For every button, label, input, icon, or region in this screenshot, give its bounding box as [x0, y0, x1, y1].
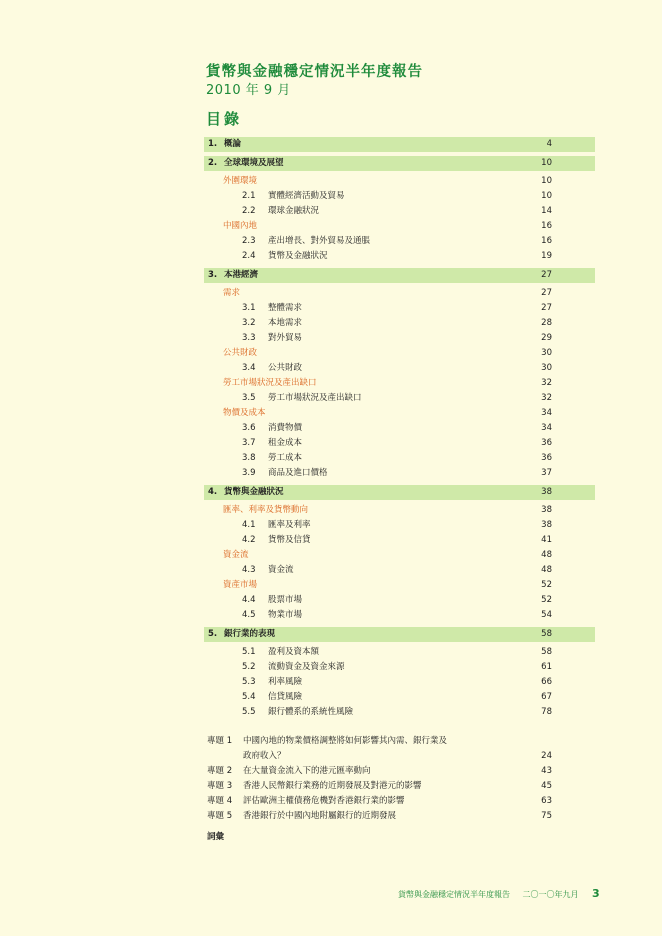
toc-entry-label: 銀行業的表現 — [224, 629, 276, 639]
toc-subsection[interactable] — [204, 645, 595, 660]
toc-section[interactable] — [204, 548, 595, 563]
toc-entry-number: 3.6 — [242, 423, 256, 433]
toc-entry-label: 本地需求 — [268, 318, 303, 328]
footer-date: 二〇一〇年九月 — [522, 890, 579, 899]
toc-entry-label: 對外貿易 — [268, 333, 303, 343]
toc-entry-label: 本港經濟 — [224, 270, 259, 280]
toc-entry-label: 匯率、利率及貨幣動向 — [223, 505, 309, 515]
toc-box-item[interactable] — [204, 779, 595, 794]
toc-section[interactable] — [204, 503, 595, 518]
toc-entry-number: 2.4 — [242, 251, 256, 261]
toc-section[interactable] — [204, 286, 595, 301]
toc-entry-number: 4.1 — [242, 520, 256, 530]
toc-subsection[interactable] — [204, 660, 595, 675]
toc-section[interactable] — [204, 174, 595, 189]
toc-entry-page: 58 — [541, 629, 552, 639]
toc-chapter[interactable] — [204, 485, 595, 500]
toc-entry-page: 27 — [541, 288, 552, 298]
page-footer — [398, 887, 600, 900]
page-number: 3 — [592, 887, 600, 900]
toc-entry-number: 2.3 — [242, 236, 256, 246]
toc-entry-page: 34 — [541, 423, 552, 433]
toc-subsection[interactable] — [204, 189, 595, 204]
toc-entry-page: 52 — [541, 595, 552, 605]
toc-entry-page: 32 — [541, 378, 552, 388]
toc-entry-page: 48 — [541, 565, 552, 575]
toc-entry-page: 30 — [541, 348, 552, 358]
toc-entry-number: 3.7 — [242, 438, 256, 448]
toc-entry-page: 10 — [541, 176, 552, 186]
footer-title: 貨幣與金融穩定情況半年度報告 — [398, 890, 510, 899]
toc-entry-label: 租金成本 — [268, 438, 303, 448]
toc-section[interactable] — [204, 376, 595, 391]
toc-section[interactable] — [204, 578, 595, 593]
toc-entry-label: 概論 — [224, 139, 242, 149]
toc-entry-label: 資金流 — [268, 565, 294, 575]
toc-entry-page: 24 — [541, 751, 552, 761]
toc-entry-label: 物價及成本 — [223, 408, 266, 418]
toc-entry-label: 商品及進口價格 — [268, 468, 328, 478]
report-date: 2010 年 9 月 — [206, 83, 291, 98]
toc-entry-page: 38 — [541, 520, 552, 530]
toc-entry-number: 3.9 — [242, 468, 256, 478]
toc-entry-label: 中國內地 — [223, 221, 258, 231]
toc-entry-page: 43 — [541, 766, 552, 776]
toc-entry-page: 38 — [541, 505, 552, 515]
toc-entry-page: 54 — [541, 610, 552, 620]
toc-entry-label: 勞工成本 — [268, 453, 303, 463]
toc-entry-label: 實體經濟活動及貿易 — [268, 191, 345, 201]
toc-box-item[interactable] — [204, 734, 595, 749]
toc-entry-number: 3.1 — [242, 303, 256, 313]
toc-entry-number: 專題 4 — [207, 796, 233, 806]
toc-entry-number: 5.5 — [242, 707, 256, 717]
toc-subsection[interactable] — [204, 301, 595, 316]
toc-entry-label: 環球金融狀況 — [268, 206, 320, 216]
toc-entry-number: 4. — [208, 487, 218, 497]
toc-subsection[interactable] — [204, 466, 595, 481]
toc-entry-page: 16 — [541, 236, 552, 246]
toc-entry-number: 專題 1 — [207, 736, 233, 746]
toc-entry-label: 信貸風險 — [268, 692, 303, 702]
toc-entry-page: 37 — [541, 468, 552, 478]
table-of-contents — [204, 137, 595, 845]
toc-subsection[interactable] — [204, 234, 595, 249]
toc-box-item[interactable] — [204, 764, 595, 779]
toc-entry-label: 產出增長、對外貿易及通脹 — [268, 236, 371, 246]
report-title: 貨幣與金融穩定情況半年度報告 — [206, 64, 423, 80]
toc-subsection[interactable] — [204, 705, 595, 720]
toc-entry-label: 股票市場 — [268, 595, 303, 605]
toc-entry-page: 34 — [541, 408, 552, 418]
toc-subsection[interactable] — [204, 593, 595, 608]
toc-subsection[interactable] — [204, 421, 595, 436]
toc-entry-label: 勞工市場狀況及產出缺口 — [223, 378, 317, 388]
toc-entry-label: 全球環境及展望 — [224, 158, 284, 168]
toc-subsection[interactable] — [204, 690, 595, 705]
toc-entry-page: 66 — [541, 677, 552, 687]
toc-entry-label: 詞彙 — [207, 832, 225, 842]
toc-entry-number: 5.3 — [242, 677, 256, 687]
toc-subsection[interactable] — [204, 675, 595, 690]
toc-subsection[interactable] — [204, 563, 595, 578]
toc-entry-page: 27 — [541, 270, 552, 280]
toc-entry-label: 整體需求 — [268, 303, 303, 313]
toc-entry-page: 67 — [541, 692, 552, 702]
toc-entry-number: 2.2 — [242, 206, 256, 216]
toc-entry-label: 中國內地的物業價格調整將如何影響其內需、銀行業及 — [243, 736, 448, 746]
toc-entry-page: 63 — [541, 796, 552, 806]
toc-section[interactable] — [204, 406, 595, 421]
toc-entry-page: 14 — [541, 206, 552, 216]
toc-entry-page: 41 — [541, 535, 552, 545]
toc-entry-number: 3.8 — [242, 453, 256, 463]
toc-subsection[interactable] — [204, 361, 595, 376]
toc-entry-label: 勞工市場狀況及產出缺口 — [268, 393, 362, 403]
toc-heading: 目錄 — [206, 110, 243, 128]
toc-subsection[interactable] — [204, 436, 595, 451]
toc-spacer — [204, 720, 595, 734]
toc-entry-label: 香港人民幣銀行業務的近期發展及對港元的影響 — [243, 781, 422, 791]
toc-entry-label: 物業市場 — [268, 610, 303, 620]
toc-section[interactable] — [204, 346, 595, 361]
toc-entry-number: 專題 5 — [207, 811, 233, 821]
toc-entry-page: 16 — [541, 221, 552, 231]
toc-entry-number: 5.4 — [242, 692, 256, 702]
toc-entry-number: 4.4 — [242, 595, 256, 605]
toc-entry-label: 利率風險 — [268, 677, 303, 687]
toc-entry-page: 61 — [541, 662, 552, 672]
toc-entry-label: 盈利及資本額 — [268, 647, 320, 657]
toc-entry-page: 48 — [541, 550, 552, 560]
toc-section[interactable] — [204, 219, 595, 234]
toc-subsection[interactable] — [204, 316, 595, 331]
toc-chapter[interactable] — [204, 156, 595, 171]
toc-entry-number: 4.5 — [242, 610, 256, 620]
toc-entry-number: 5.2 — [242, 662, 256, 672]
toc-entry-page: 36 — [541, 453, 552, 463]
toc-entry-number: 3.3 — [242, 333, 256, 343]
toc-entry-page: 4 — [546, 139, 552, 149]
toc-glossary[interactable] — [204, 830, 595, 845]
toc-entry-label: 流動資金及資金來源 — [268, 662, 345, 672]
toc-subsection[interactable] — [204, 204, 595, 219]
toc-entry-number: 專題 3 — [207, 781, 233, 791]
toc-entry-label: 需求 — [223, 288, 241, 298]
toc-entry-page: 58 — [541, 647, 552, 657]
toc-entry-number: 4.3 — [242, 565, 256, 575]
toc-entry-label: 匯率及利率 — [268, 520, 311, 530]
toc-entry-label: 貨幣及信貸 — [268, 535, 311, 545]
toc-entry-label: 資產市場 — [223, 580, 258, 590]
toc-entry-page: 32 — [541, 393, 552, 403]
toc-entry-page: 75 — [541, 811, 552, 821]
toc-entry-number: 5.1 — [242, 647, 256, 657]
toc-subsection[interactable] — [204, 249, 595, 264]
toc-entry-number: 1. — [208, 139, 218, 149]
toc-entry-number: 2.1 — [242, 191, 256, 201]
toc-chapter[interactable] — [204, 268, 595, 283]
toc-entry-number: 4.2 — [242, 535, 256, 545]
toc-entry-label: 評估歐洲主權債務危機對香港銀行業的影響 — [243, 796, 405, 806]
toc-entry-page: 29 — [541, 333, 552, 343]
toc-chapter[interactable] — [204, 627, 595, 642]
toc-entry-page: 28 — [541, 318, 552, 328]
toc-entry-label: 外圍環境 — [223, 176, 258, 186]
toc-subsection[interactable] — [204, 608, 595, 623]
toc-subsection[interactable] — [204, 451, 595, 466]
toc-subsection[interactable] — [204, 518, 595, 533]
toc-entry-number: 3. — [208, 270, 218, 280]
toc-entry-page: 45 — [541, 781, 552, 791]
toc-chapter[interactable] — [204, 137, 595, 152]
toc-entry-number: 5. — [208, 629, 218, 639]
toc-entry-page: 38 — [541, 487, 552, 497]
toc-entry-label: 資金流 — [223, 550, 249, 560]
toc-entry-page: 27 — [541, 303, 552, 313]
toc-entry-label: 貨幣與金融狀況 — [224, 487, 284, 497]
toc-box-item[interactable] — [204, 809, 595, 824]
toc-entry-page: 10 — [541, 158, 552, 168]
toc-entry-number: 3.4 — [242, 363, 256, 373]
toc-entry-page: 19 — [541, 251, 552, 261]
toc-entry-label: 貨幣及金融狀況 — [268, 251, 328, 261]
toc-entry-label: 銀行體系的系統性風險 — [268, 707, 354, 717]
toc-entry-label: 公共財政 — [223, 348, 258, 358]
toc-subsection[interactable] — [204, 533, 595, 548]
toc-entry-label: 香港銀行於中國內地附屬銀行的近期發展 — [243, 811, 397, 821]
toc-entry-label: 在大量資金流入下的港元匯率動向 — [243, 766, 371, 776]
toc-box-item[interactable] — [204, 749, 595, 764]
toc-entry-label: 消費物價 — [268, 423, 303, 433]
toc-entry-page: 52 — [541, 580, 552, 590]
toc-entry-number: 專題 2 — [207, 766, 233, 776]
toc-entry-label: 公共財政 — [268, 363, 303, 373]
toc-entry-number: 3.5 — [242, 393, 256, 403]
toc-box-item[interactable] — [204, 794, 595, 809]
toc-entry-number: 2. — [208, 158, 218, 168]
toc-entry-number: 3.2 — [242, 318, 256, 328]
toc-entry-page: 78 — [541, 707, 552, 717]
toc-entry-page: 30 — [541, 363, 552, 373]
toc-entry-label: 政府收入？ — [243, 751, 286, 761]
toc-entry-page: 10 — [541, 191, 552, 201]
toc-subsection[interactable] — [204, 391, 595, 406]
toc-subsection[interactable] — [204, 331, 595, 346]
toc-entry-page: 36 — [541, 438, 552, 448]
